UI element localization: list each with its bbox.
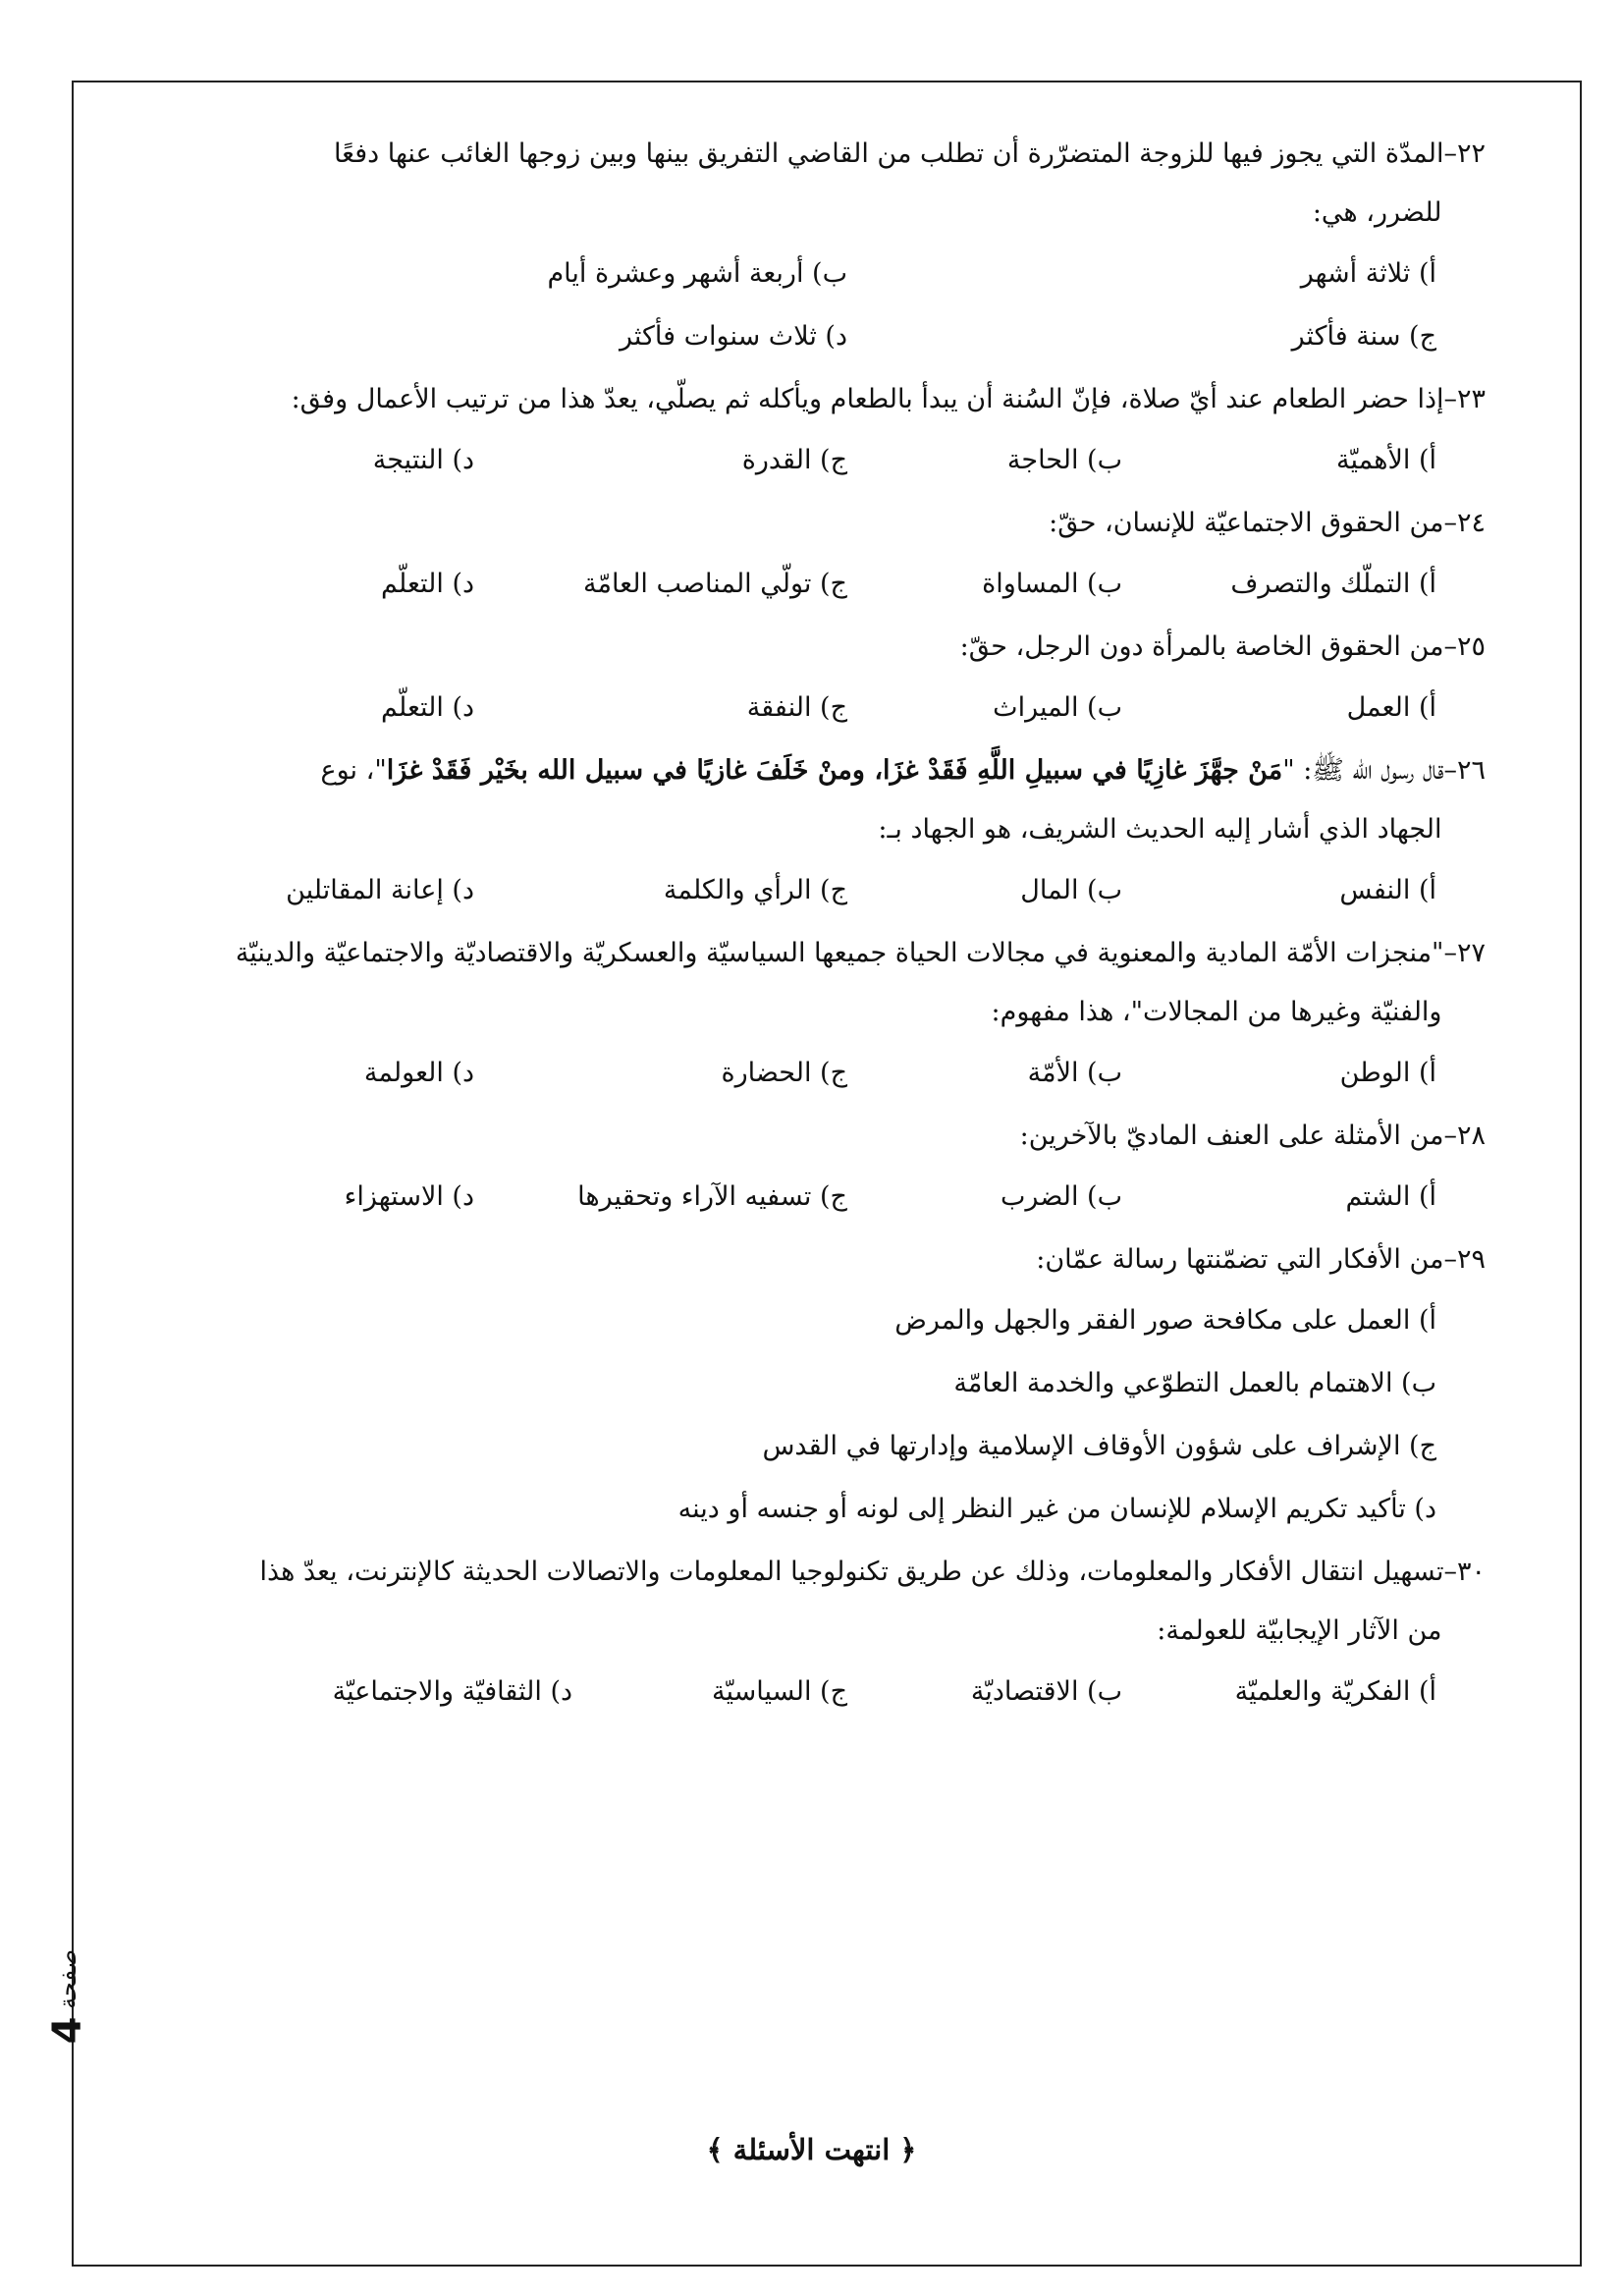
options-row: [108, 1673, 1486, 1711]
option-c: ج) الحضارة: [721, 1058, 847, 1088]
question-text: من الحقوق الاجتماعيّة للإنسان، حقّ:: [1049, 508, 1444, 538]
options-row: [108, 566, 1486, 603]
option-c: ج) تسفيه الآراء وتحقيرها: [577, 1181, 847, 1212]
question-number: ٣٠–: [1443, 1557, 1486, 1587]
question-number: ٢٨–: [1443, 1121, 1486, 1151]
option-c: ج) النفقة: [746, 692, 847, 723]
questions-section: [108, 136, 1486, 1736]
question-29: [108, 1241, 1486, 1279]
page-label: صفحة: [54, 1949, 81, 2009]
option-a: أ) الشتم: [1345, 1181, 1436, 1212]
options-row: [108, 442, 1486, 479]
option-b: ب) الحاجة: [1006, 445, 1122, 475]
options-row: [108, 689, 1486, 727]
question-30: [108, 1554, 1486, 1650]
question-text: من الأفكار التي تضمّنتها رسالة عمّان:: [1036, 1244, 1444, 1275]
question-24: [108, 505, 1486, 542]
option-b: ب) الاهتمام بالعمل التطوّعي والخدمة العامّة: [953, 1368, 1436, 1398]
question-23: [108, 381, 1486, 418]
option-c: ج) السياسيّة: [712, 1676, 847, 1707]
options-row: [108, 872, 1486, 909]
hadith-quote: مَنْ جهَّزَ غازِيًا في سبيلِ اللَّهِ فَقَدْ غزَا، ومنْ خَلَفَ غازيًا في سبيل الله بخَيْر فَقَدْ غزَا: [386, 755, 1283, 786]
option-a: أ) الوطن: [1339, 1058, 1436, 1088]
option-b: ب) الاقتصاديّة: [970, 1676, 1122, 1707]
question-text: من الحقوق الخاصة بالمرأة دون الرجل، حقّ:: [959, 631, 1444, 662]
option-a: أ) الأهميّة: [1336, 445, 1436, 475]
option-b: ب) الضرب: [1001, 1181, 1122, 1212]
option-c: ج) الإشراف على شؤون الأوقاف الإسلامية وإدارتها في القدس: [762, 1431, 1436, 1461]
option-d: د) ثلاث سنوات فأكثر: [619, 321, 847, 352]
option-d: د) تأكيد تكريم الإسلام للإنسان من غير النظر إلى لونه أو جنسه أو دينه: [677, 1494, 1436, 1524]
page-number-mark: [45, 1949, 90, 2044]
question-text: تسهيل انتقال الأفكار والمعلومات، وذلك عن طريق تكنولوجيا المعلومات والاتصالات الحديثة كالإنترنت، يعدّ هذا من الآثار الإيجابيّة للعولمة:: [259, 1557, 1444, 1646]
question-text: "منجزات الأمّة المادية والمعنوية في مجالات الحياة جميعها السياسيّة والعسكريّة والاقتصاديّة والاجتماعيّة والدينيّة والفنيّة وغيرها من المجالات"، هذا مفهوم:: [235, 938, 1444, 1027]
option-b: ب) المساواة: [982, 569, 1122, 599]
question-number: ٢٣–: [1443, 384, 1486, 414]
question-number: ٢٢–: [1443, 138, 1486, 169]
option-d: د) النتيجة: [372, 445, 474, 475]
question-text: المدّة التي يجوز فيها للزوجة المتضرّرة أن تطلب من القاضي التفريق بينها وبين زوجها الغائب عنها دفعًا للضرر، هي:: [333, 138, 1444, 228]
option-d: د) التعلّم: [381, 569, 474, 599]
question-28: [108, 1118, 1486, 1155]
option-a: أ) الفكريّة والعلميّة: [1234, 1676, 1436, 1707]
question-number: ٢٧–: [1443, 938, 1486, 968]
options-row: [108, 318, 1486, 355]
options-list: [108, 1302, 1486, 1528]
option-b: ب) الميراث: [993, 692, 1122, 723]
question-text: إذا حضر الطعام عند أيّ صلاة، فإنّ السُنة أن يبدأ بالطعام ويأكله ثم يصلّي، يعدّ هذا من ترتيب الأعمال وفق:: [291, 384, 1444, 414]
question-22: [108, 136, 1486, 232]
option-d: د) الثقافيّة والاجتماعيّة: [332, 1676, 572, 1707]
option-b: ب) الأمّة: [1027, 1058, 1122, 1088]
options-row: [108, 255, 1486, 293]
question-26: [108, 752, 1486, 848]
options-row: [108, 1178, 1486, 1216]
option-c: ج) تولّي المناصب العامّة: [583, 569, 847, 599]
question-25: [108, 629, 1486, 666]
option-a: أ) العمل: [1346, 692, 1436, 723]
option-a: أ) التملّك والتصرف: [1230, 569, 1436, 599]
question-27: [108, 935, 1486, 1031]
option-a: أ) ثلاثة أشهر: [1300, 258, 1436, 289]
option-a: أ) العمل على مكافحة صور الفقر والجهل والمرض: [894, 1305, 1436, 1336]
option-d: د) إعانة المقاتلين: [286, 875, 474, 905]
option-d: د) الاستهزاء: [344, 1181, 474, 1212]
option-c: ج) سنة فأكثر: [1291, 321, 1436, 352]
page-number: 4: [45, 2016, 90, 2045]
question-number: ٢٥–: [1443, 631, 1486, 662]
option-d: د) التعلّم: [381, 692, 474, 723]
question-text: قال رسول الله ﷺ: "مَنْ جهَّزَ غازِيًا في سبيلِ اللَّهِ فَقَدْ غزَا، ومنْ خَلَفَ غازيًا في سبيل الله بخَيْر فَقَدْ غزَا"، نوع الجهاد الذي أشار إليه الحديث الشريف، هو الجهاد بـ:: [320, 755, 1444, 845]
question-number: ٢٩–: [1443, 1244, 1486, 1275]
end-of-questions-note: ﴿ انتهت الأسئلة ﴾: [706, 2133, 917, 2166]
question-text: من الأمثلة على العنف الماديّ بالآخرين:: [1019, 1121, 1444, 1151]
option-c: ج) الرأي والكلمة: [663, 875, 847, 905]
options-row: [108, 1055, 1486, 1092]
option-d: د) العولمة: [363, 1058, 474, 1088]
option-c: ج) القدرة: [741, 445, 847, 475]
question-number: ٢٤–: [1443, 508, 1486, 538]
option-b: ب) أربعة أشهر وعشرة أيام: [547, 258, 847, 289]
option-b: ب) المال: [1020, 875, 1122, 905]
option-a: أ) النفس: [1339, 875, 1436, 905]
question-number: ٢٦–: [1443, 755, 1486, 786]
